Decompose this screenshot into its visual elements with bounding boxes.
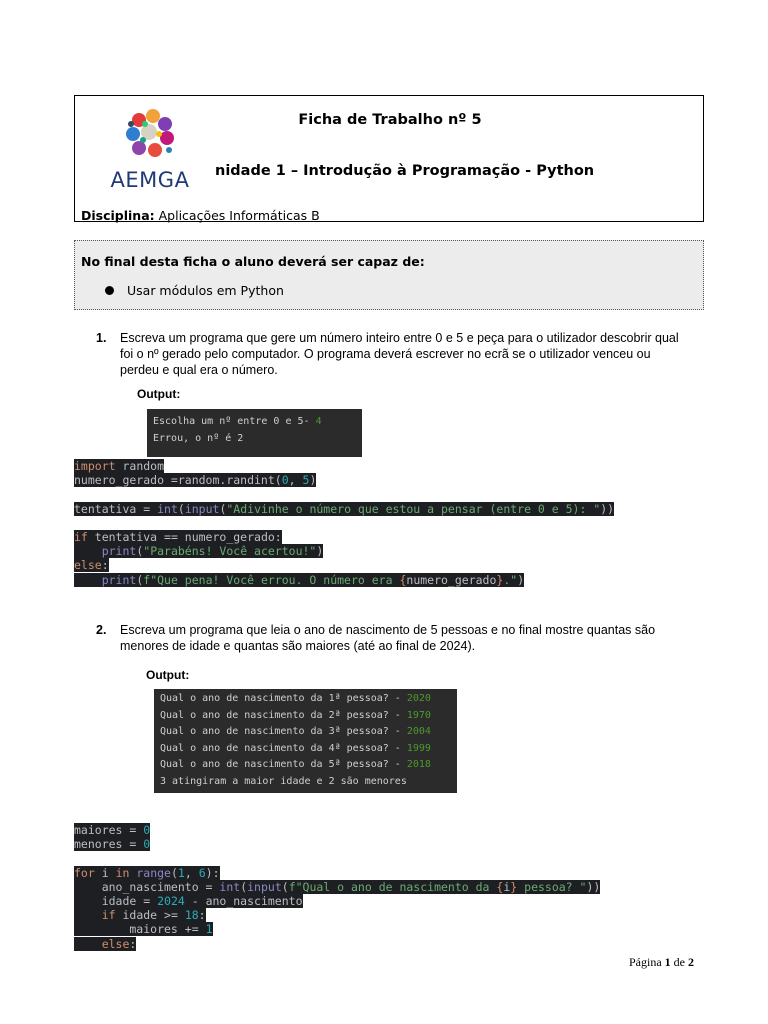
terminal-line bbox=[160, 691, 451, 708]
code-line: tentativa = int(input("Adivinhe o número que estou a pensar (entre 0 e 5): ")) bbox=[74, 501, 615, 516]
code-line: maiores = 0 bbox=[74, 823, 151, 837]
exercise-number: 1. bbox=[96, 331, 107, 345]
goals-list-item bbox=[105, 283, 284, 298]
code-line: menores = 0 bbox=[74, 837, 151, 852]
code-block bbox=[74, 459, 614, 587]
output-label: Output: bbox=[146, 668, 190, 682]
terminal-prompt: Qual o ano de nascimento da 2ª pessoa? - bbox=[160, 709, 407, 721]
logo-text: AEMGA bbox=[110, 168, 190, 192]
terminal-prompt: Errou, o nº é 2 bbox=[153, 433, 244, 444]
discipline-line bbox=[81, 208, 320, 223]
page-current: 1 bbox=[664, 955, 671, 969]
terminal-line bbox=[160, 708, 451, 725]
terminal-line bbox=[160, 724, 451, 741]
code-line: maiores += 1 bbox=[74, 922, 213, 937]
of-word: de bbox=[670, 955, 688, 969]
discipline-value: Aplicações Informáticas B bbox=[154, 208, 320, 223]
terminal-line bbox=[160, 741, 451, 758]
terminal-prompt: 3 atingiram a maior idade e 2 são menores bbox=[160, 775, 407, 787]
code-line: import random bbox=[74, 459, 165, 473]
output-label: Output: bbox=[137, 387, 181, 401]
code-line: print("Parabéns! Você acertou!") bbox=[74, 544, 614, 558]
terminal-line bbox=[153, 413, 356, 430]
document-subtitle: nidade 1 – Introdução à Programação - Python bbox=[215, 163, 595, 179]
page-footer bbox=[629, 955, 694, 970]
terminal-line bbox=[153, 430, 356, 447]
code-line: else: bbox=[74, 558, 109, 573]
code-line: if idade >= 18: bbox=[74, 908, 600, 922]
document-title: Ficha de Trabalho nº 5 bbox=[298, 112, 482, 128]
code-line: print(f"Que pena! Você errou. O número era {numero_gerado}.") bbox=[74, 573, 614, 587]
terminal-user-input: 4 bbox=[315, 416, 322, 427]
exercise-text: Escreva um programa que gere um número inteiro entre 0 e 5 e peça para o utilizador descobrir qual foi o nº gerado pelo computador. O programa deverá escrever no ecrã se o utilizador venceu ou perdeu e qual era o número. bbox=[120, 331, 679, 377]
terminal-prompt: Qual o ano de nascimento da 4ª pessoa? - bbox=[160, 742, 407, 754]
goals-item-label: Usar módulos em Python bbox=[127, 283, 284, 298]
terminal-prompt: Qual o ano de nascimento da 3ª pessoa? - bbox=[160, 726, 407, 737]
terminal-prompt: Qual o ano de nascimento da 1ª pessoa? - bbox=[160, 693, 407, 704]
code-line: for i in range(1, 6): bbox=[74, 865, 220, 880]
exercise-2 bbox=[96, 622, 686, 654]
terminal-line bbox=[160, 774, 451, 791]
header-box bbox=[74, 95, 704, 222]
terminal-prompt: Escolha um nº entre 0 e 5- bbox=[153, 416, 316, 427]
exercise-text: Escreva um programa que leia o ano de nascimento de 5 pessoas e no final mostre quantas são menores de idade e quantas são maiores (até ao final de 2024). bbox=[120, 623, 656, 653]
page-word: Página bbox=[629, 955, 665, 969]
code-line: else: bbox=[74, 937, 600, 951]
discipline-label: Disciplina: bbox=[81, 208, 155, 223]
terminal-user-input: 1970 bbox=[406, 709, 431, 721]
output-terminal bbox=[154, 689, 457, 793]
code-block bbox=[74, 823, 600, 951]
goals-title: No final desta ficha o aluno deverá ser capaz de: bbox=[81, 254, 425, 269]
code-line bbox=[74, 516, 614, 530]
code-line: idade = 2024 - ano_nascimento bbox=[74, 893, 303, 908]
terminal-line bbox=[160, 757, 451, 774]
terminal-user-input: 2018 bbox=[406, 759, 431, 770]
code-line bbox=[74, 487, 614, 501]
output-terminal bbox=[147, 409, 362, 457]
exercise-number: 2. bbox=[96, 623, 107, 637]
bullet-icon bbox=[105, 286, 114, 295]
terminal-user-input: 2020 bbox=[406, 693, 431, 704]
exercise-1 bbox=[96, 330, 686, 378]
terminal-user-input: 2004 bbox=[406, 726, 431, 737]
code-line bbox=[74, 851, 600, 865]
terminal-prompt: Qual o ano de nascimento da 5ª pessoa? - bbox=[160, 759, 407, 770]
page-total: 2 bbox=[688, 955, 694, 969]
terminal-user-input: 1999 bbox=[406, 742, 431, 754]
code-line: numero_gerado =random.randint(0, 5) bbox=[74, 473, 317, 488]
goals-box bbox=[74, 240, 704, 310]
code-line: ano_nascimento = int(input(f"Qual o ano de nascimento da {i} pessoa? ")) bbox=[74, 879, 601, 894]
code-line: if tentativa == numero_gerado: bbox=[74, 529, 282, 544]
